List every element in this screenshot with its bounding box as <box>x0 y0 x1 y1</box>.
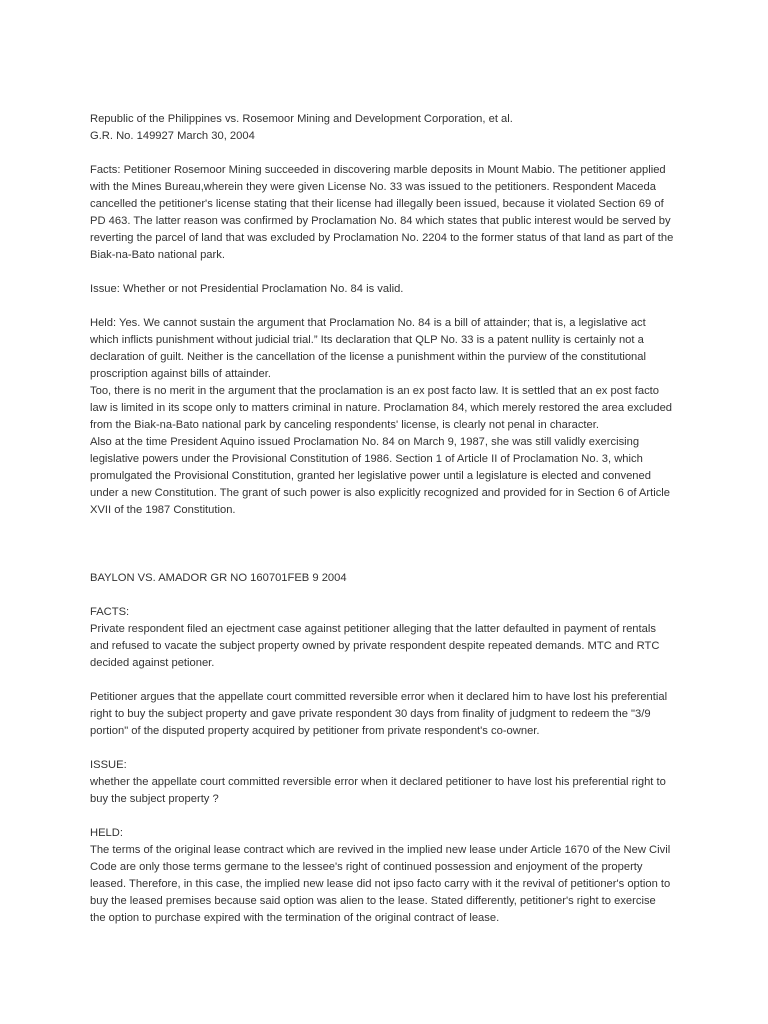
case2-issue-line: whether the appellate court committed reversible error when it declared petitioner to have lost his preferential right to <box>90 776 666 788</box>
case1-issue: Issue: Whether or not Presidential Proclamation No. 84 is valid. <box>90 283 404 295</box>
case1-held-line: from the Biak-na-Bato national park by canceling respondents' license, is clearly not penal in character. <box>90 419 599 431</box>
case1-held-line: XVII of the 1987 Constitution. <box>90 504 236 516</box>
case2-issue-heading: ISSUE: <box>90 759 127 771</box>
case2-facts-line: Private respondent filed an ejectment case against petitioner alleging that the latter defaulted in payment of rentals <box>90 623 656 635</box>
case1-facts-paragraph <box>90 162 690 264</box>
case1-facts-line: cancelled the petitioner's license stating that their license had illegally been issued, because it violated Section 69 of <box>90 198 664 210</box>
case1-facts-line: PD 463. The latter reason was confirmed by Proclamation No. 84 which states that public interest would be served by <box>90 215 671 227</box>
case1-held-line: Too, there is no merit in the argument that the proclamation is an ex post facto law. It is settled that an ex post facto <box>90 385 660 397</box>
case2-facts-line: and refused to vacate the subject property owned by private respondent despite repeated demands. MTC and RTC <box>90 640 660 652</box>
case1-held-line: Held: Yes. We cannot sustain the argument that Proclamation No. 84 is a bill of attainder; that is, a legislative act <box>90 317 646 329</box>
case2-held-line: The terms of the original lease contract which are revived in the implied new lease under Article 1670 of the New Civil <box>90 844 671 856</box>
case1-held-line: promulgated the Provisional Constitution, granted her legislative power until a legislature is elected and convened <box>90 470 651 482</box>
case2-facts-line: decided against petioner. <box>90 657 215 669</box>
case1-held-paragraph <box>90 315 690 519</box>
case2-issue-line: buy the subject property ? <box>90 793 219 805</box>
document-body <box>90 111 690 927</box>
case2-held-line: leased. Therefore, in this case, the implied new lease did not ipso facto carry with it the revival of petitioner's option to <box>90 878 671 890</box>
case1-facts-line: reverting the parcel of land that was excluded by Proclamation No. 2204 to the former status of that land as part of the <box>90 232 674 244</box>
case1-held-line: Also at the time President Aquino issued Proclamation No. 84 on March 9, 1987, she was still validly exercising <box>90 436 640 448</box>
case2-facts-heading: FACTS: <box>90 606 130 618</box>
case2-facts-paragraph <box>90 621 690 672</box>
case1-title: Republic of the Philippines vs. Rosemoor Mining and Development Corporation, et al. <box>90 113 513 125</box>
case2-argument-line: portion" of the disputed property acquired by petitioner from private respondent's co-owner. <box>90 725 540 737</box>
case2-argument-line: Petitioner argues that the appellate court committed reversible error when it declared him to have lost his preferential <box>90 691 668 703</box>
case1-held-line: which inflicts punishment without judicial trial.” Its declaration that QLP No. 33 is a patent nullity is certainly not a <box>90 334 644 346</box>
case1-facts-line: Biak-na-Bato national park. <box>90 249 225 261</box>
case1-facts-line: Facts: Petitioner Rosemoor Mining succeeded in discovering marble deposits in Mount Mabio. The petitioner applied <box>90 164 666 176</box>
case1-held-line: under a new Constitution. The grant of such power is also explicitly recognized and provided for in Section 6 of Article <box>90 487 671 499</box>
case2-held-heading: HELD: <box>90 827 123 839</box>
case2-held-line: Code are only those terms germane to the lessee's right of continued possession and enjoyment of the property <box>90 861 643 873</box>
case1-gr-number: G.R. No. 149927 March 30, 2004 <box>90 130 255 142</box>
case2-argument-paragraph <box>90 689 690 740</box>
case1-facts-line: with the Mines Bureau,wherein they were given License No. 33 was issued to the petitioners. Respondent Maceda <box>90 181 656 193</box>
case2-held-paragraph <box>90 842 690 927</box>
case2-title: BAYLON VS. AMADOR GR NO 160701FEB 9 2004 <box>90 572 347 584</box>
case2-argument-line: right to buy the subject property and gave private respondent 30 days from finality of judgment to redeem the "3/9 <box>90 708 651 720</box>
case2-held-line: the option to purchase expired with the termination of the original contract of lease. <box>90 912 500 924</box>
case1-held-line: proscription against bills of attainder. <box>90 368 271 380</box>
case2-held-line: buy the leased premises because said option was alien to the lease. Stated differently, petitioner's right to exercise <box>90 895 656 907</box>
case1-held-line: declaration of guilt. Neither is the cancellation of the license a punishment within the purview of the constitutional <box>90 351 646 363</box>
case1-held-line: legislative powers under the Provisional Constitution of 1986. Section 1 of Article II of Proclamation No. 3, which <box>90 453 643 465</box>
case1-held-line: law is limited in its scope only to matters criminal in nature. Proclamation 84, which merely restored the area excluded <box>90 402 673 414</box>
case2-issue-paragraph <box>90 774 690 808</box>
